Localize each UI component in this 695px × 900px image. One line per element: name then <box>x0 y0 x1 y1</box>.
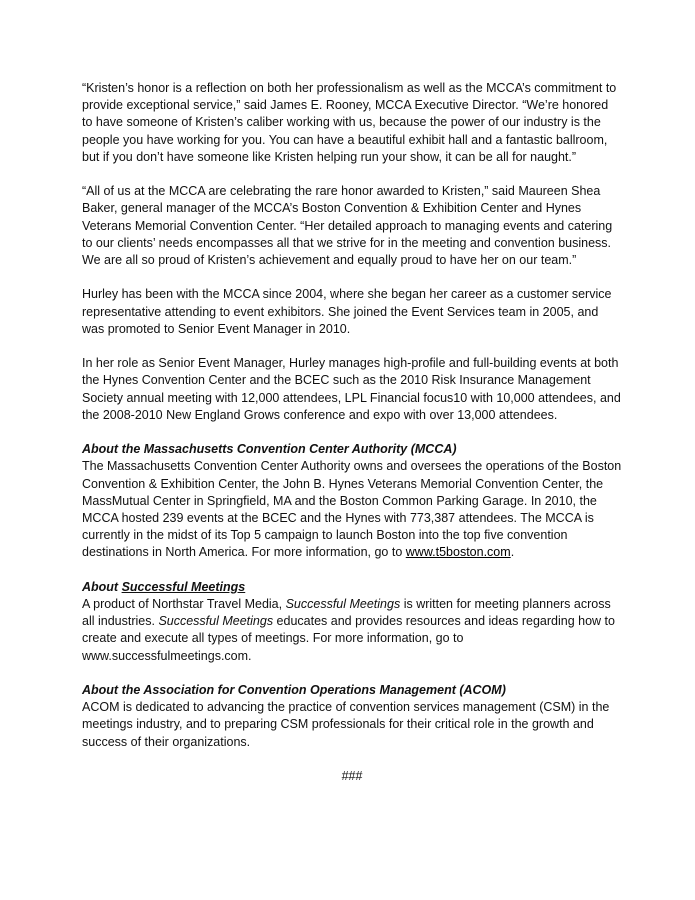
sm-title-1: Successful Meetings <box>285 597 401 612</box>
sm-heading-title: Successful Meetings <box>121 579 246 594</box>
sm-body-3: educates and provides resources and ideas regarding how to create and execute all types of meetings. For more information, go to www.successfulmeetings.com. <box>82 614 615 663</box>
quote-rooney-paragraph: “Kristen’s honor is a reflection on both her professionalism as well as the MCCA’s commitment to provide exceptional service,” said James E. Rooney, MCCA Executive Director. “We’re honored to have someone of Kristen’s caliber working with us, because the power of our industry is the people you have working for you. You can have a beautiful exhibit hall and a fantastic ballroom, but if you don’t have someone like Kristen helping run your show, it can be all for naught.” <box>82 81 617 164</box>
mcca-body-end: . <box>510 545 515 560</box>
document-page <box>82 80 622 798</box>
hurley-role-paragraph: In her role as Senior Event Manager, Hurley manages high-profile and full-building events at both the Hynes Convention Center and the BCEC such as the 2010 Risk Insurance Management Society annual meeting with 12,000 attendees, LPL Financial focus10 with 10,000 attendees, and the 2008-2010 New England Grows conference and expo with over 13,000 attendees. <box>82 356 621 422</box>
sm-body-2: is written for meeting planners across all industries. <box>82 597 611 629</box>
sm-heading-prefix: About <box>82 579 122 594</box>
mcca-body <box>82 458 622 561</box>
sm-title-2: Successful Meetings <box>158 614 274 629</box>
successful-meetings-heading <box>82 579 622 596</box>
quote-baker-paragraph: “All of us at the MCCA are celebrating the rare honor awarded to Kristen,” said Maureen Shea Baker, general manager of the MCCA’s Boston Convention & Exhibition Center and Hynes Veterans Memorial Convention Center. “Her detailed approach to managing events and catering to our clients’ needs encompasses all that we strive for in the meeting and convention business. We are all so proud of Kristen’s achievement and equally proud to have her on our team.” <box>82 184 613 268</box>
t5boston-link[interactable]: www.t5boston.com <box>405 545 511 560</box>
acom-body: ACOM is dedicated to advancing the practice of convention services management (CSM) in the meetings industry, and to preparing CSM professionals for their critical role in the growth and success of their organizations. <box>82 700 610 749</box>
end-mark: ### <box>341 769 363 784</box>
successful-meetings-body <box>82 596 622 665</box>
mcca-heading: About the Massachusetts Convention Center Authority (MCCA) <box>82 442 457 457</box>
acom-heading: About the Association for Convention Operations Management (ACOM) <box>82 683 506 698</box>
mcca-body-text: The Massachusetts Convention Center Authority owns and oversees the operations of the Boston Convention & Exhibition Center, the John B. Hynes Veterans Memorial Convention Center, the MassMutual Center in Springfield, MA and the Boston Common Parking Garage. In 2010, the MCCA hosted 239 events at the BCEC and the Hynes with 773,387 attendees. The MCCA is currently in the midst of its Top 5 campaign to launch Boston into the top five convention destinations in North America. For more information, go to <box>82 459 622 560</box>
sm-body-1: A product of Northstar Travel Media, <box>82 597 286 612</box>
hurley-history-paragraph: Hurley has been with the MCCA since 2004, where she began her career as a customer service representative attending to event exhibitors. She joined the Event Services team in 2005, and was promoted to Senior Event Manager in 2010. <box>82 287 612 336</box>
